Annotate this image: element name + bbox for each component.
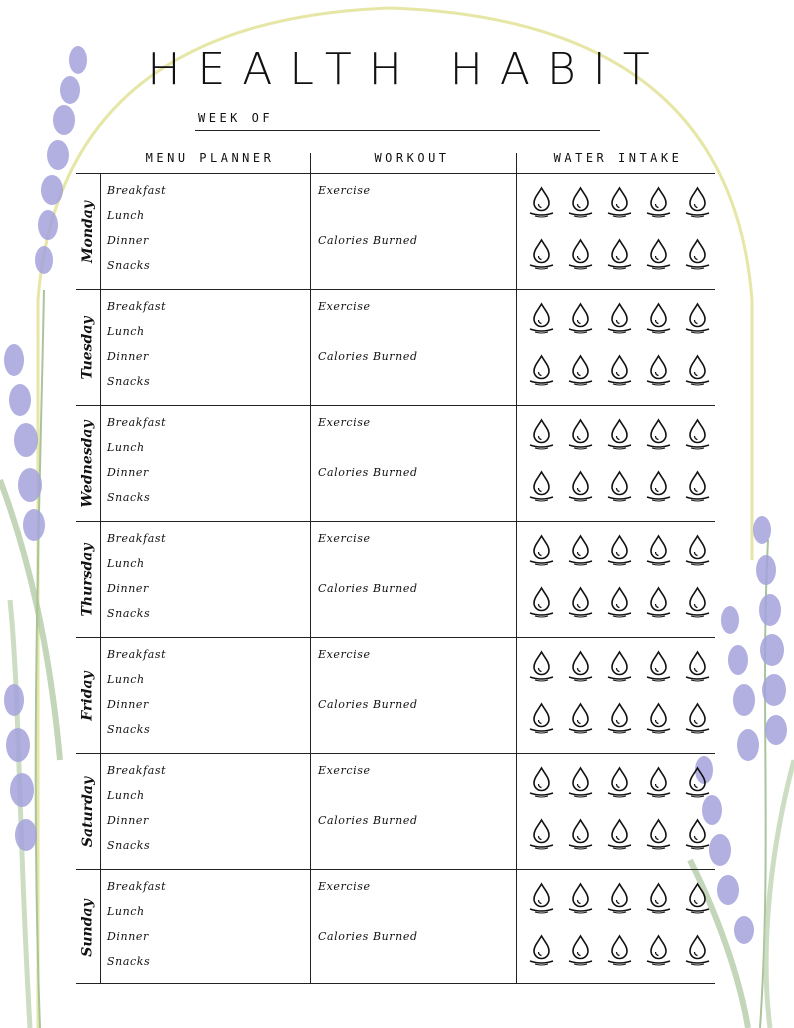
meal-label[interactable]: Dinner bbox=[107, 582, 149, 595]
meal-label[interactable]: Lunch bbox=[107, 905, 145, 918]
water-drop-icon[interactable] bbox=[604, 766, 635, 798]
exercise-label[interactable]: Exercise bbox=[318, 300, 371, 313]
water-drop-icon[interactable] bbox=[682, 586, 713, 618]
water-drop-icon[interactable] bbox=[526, 302, 557, 334]
water-drop-icon[interactable] bbox=[565, 650, 596, 682]
meal-label[interactable]: Breakfast bbox=[107, 880, 167, 893]
water-drop-icon[interactable] bbox=[643, 702, 674, 734]
water-drop-icon[interactable] bbox=[604, 650, 635, 682]
day-row bbox=[76, 870, 715, 986]
water-drop-icon[interactable] bbox=[526, 650, 557, 682]
day-row bbox=[76, 290, 715, 406]
page-title: HEALTH HABIT bbox=[147, 44, 667, 95]
day-name bbox=[76, 406, 100, 522]
water-drop-icon[interactable] bbox=[604, 302, 635, 334]
day-label: Tuesday bbox=[80, 316, 97, 380]
water-drop-icon[interactable] bbox=[643, 882, 674, 914]
meal-label[interactable]: Snacks bbox=[107, 839, 151, 852]
water-drop-row bbox=[526, 418, 716, 450]
water-drop-icon[interactable] bbox=[526, 354, 557, 386]
water-drop-icon[interactable] bbox=[682, 354, 713, 386]
day-name bbox=[76, 754, 100, 870]
meal-label[interactable]: Breakfast bbox=[107, 648, 167, 661]
meal-label[interactable]: Breakfast bbox=[107, 532, 167, 545]
water-drop-row bbox=[526, 302, 716, 334]
water-drop-icon[interactable] bbox=[526, 470, 557, 502]
calories-burned-label[interactable]: Calories Burned bbox=[318, 698, 418, 711]
water-drop-icon[interactable] bbox=[565, 470, 596, 502]
water-drop-row bbox=[526, 534, 716, 566]
leaf-left-2 bbox=[10, 600, 30, 1028]
meal-label[interactable]: Lunch bbox=[107, 325, 145, 338]
water-drop-icon[interactable] bbox=[565, 818, 596, 850]
meal-label[interactable]: Lunch bbox=[107, 789, 145, 802]
water-drop-icon[interactable] bbox=[604, 354, 635, 386]
meal-label[interactable]: Dinner bbox=[107, 814, 149, 827]
water-drop-icon[interactable] bbox=[682, 818, 713, 850]
menu-planner-header: MENU PLANNER bbox=[145, 151, 275, 165]
exercise-label[interactable]: Exercise bbox=[318, 532, 371, 545]
meal-label[interactable]: Lunch bbox=[107, 209, 145, 222]
water-drop-icon[interactable] bbox=[604, 186, 635, 218]
meal-label[interactable]: Snacks bbox=[107, 955, 151, 968]
week-of-label: WEEK OF bbox=[198, 111, 274, 125]
water-drop-icon[interactable] bbox=[643, 650, 674, 682]
day-label: Friday bbox=[80, 671, 97, 721]
day-label: Sunday bbox=[80, 899, 96, 957]
day-row bbox=[76, 406, 715, 522]
water-tracker bbox=[526, 534, 716, 638]
water-drop-icon[interactable] bbox=[682, 534, 713, 566]
calories-burned-label[interactable]: Calories Burned bbox=[318, 814, 418, 827]
exercise-label[interactable]: Exercise bbox=[318, 764, 371, 777]
water-drop-icon[interactable] bbox=[643, 186, 674, 218]
water-drop-icon[interactable] bbox=[565, 186, 596, 218]
water-drop-icon[interactable] bbox=[682, 470, 713, 502]
week-of-line[interactable] bbox=[195, 130, 600, 131]
meal-label[interactable]: Snacks bbox=[107, 607, 151, 620]
water-drop-icon[interactable] bbox=[682, 418, 713, 450]
meal-label[interactable]: Snacks bbox=[107, 259, 151, 272]
water-drop-icon[interactable] bbox=[565, 934, 596, 966]
meal-label[interactable]: Dinner bbox=[107, 350, 149, 363]
water-drop-icon[interactable] bbox=[682, 302, 713, 334]
water-drop-icon[interactable] bbox=[682, 186, 713, 218]
water-drop-icon[interactable] bbox=[604, 586, 635, 618]
day-name bbox=[76, 638, 100, 754]
water-drop-icon[interactable] bbox=[682, 934, 713, 966]
water-drop-row bbox=[526, 702, 716, 734]
meal-label[interactable]: Dinner bbox=[107, 234, 149, 247]
day-label: Saturday bbox=[80, 776, 97, 848]
meal-label[interactable]: Breakfast bbox=[107, 184, 167, 197]
water-drop-icon[interactable] bbox=[565, 418, 596, 450]
water-tracker bbox=[526, 766, 716, 870]
water-drop-icon[interactable] bbox=[643, 354, 674, 386]
day-row bbox=[76, 174, 715, 290]
meal-label[interactable]: Snacks bbox=[107, 375, 151, 388]
water-drop-icon[interactable] bbox=[565, 238, 596, 270]
water-drop-icon[interactable] bbox=[526, 934, 557, 966]
meal-label[interactable]: Dinner bbox=[107, 698, 149, 711]
meal-label[interactable]: Lunch bbox=[107, 441, 145, 454]
water-tracker bbox=[526, 882, 716, 986]
water-drop-icon[interactable] bbox=[682, 766, 713, 798]
water-drop-icon[interactable] bbox=[643, 766, 674, 798]
day-label: Wednesday bbox=[80, 420, 96, 508]
meal-label[interactable]: Lunch bbox=[107, 557, 145, 570]
water-drop-icon[interactable] bbox=[604, 238, 635, 270]
water-drop-row bbox=[526, 186, 716, 218]
exercise-label[interactable]: Exercise bbox=[318, 416, 371, 429]
water-drop-icon[interactable] bbox=[643, 238, 674, 270]
exercise-label[interactable]: Exercise bbox=[318, 648, 371, 661]
water-drop-icon[interactable] bbox=[643, 534, 674, 566]
calories-burned-label[interactable]: Calories Burned bbox=[318, 582, 418, 595]
water-drop-icon[interactable] bbox=[643, 818, 674, 850]
day-name bbox=[76, 522, 100, 638]
water-drop-icon[interactable] bbox=[565, 882, 596, 914]
water-drop-icon[interactable] bbox=[682, 650, 713, 682]
water-drop-icon[interactable] bbox=[526, 586, 557, 618]
meal-label[interactable]: Breakfast bbox=[107, 416, 167, 429]
meal-label[interactable]: Breakfast bbox=[107, 764, 167, 777]
meal-label[interactable]: Breakfast bbox=[107, 300, 167, 313]
calories-burned-label[interactable]: Calories Burned bbox=[318, 466, 418, 479]
water-drop-row bbox=[526, 470, 716, 502]
exercise-label[interactable]: Exercise bbox=[318, 184, 371, 197]
water-drop-icon[interactable] bbox=[604, 418, 635, 450]
water-drop-icon[interactable] bbox=[682, 882, 713, 914]
water-drop-icon[interactable] bbox=[526, 186, 557, 218]
meal-label[interactable]: Snacks bbox=[107, 723, 151, 736]
water-drop-icon[interactable] bbox=[643, 586, 674, 618]
water-drop-icon[interactable] bbox=[565, 302, 596, 334]
water-drop-row bbox=[526, 586, 716, 618]
leaf-right-2 bbox=[766, 760, 794, 1028]
water-drop-icon[interactable] bbox=[565, 702, 596, 734]
water-drop-icon[interactable] bbox=[604, 818, 635, 850]
water-drop-icon[interactable] bbox=[565, 766, 596, 798]
day-row bbox=[76, 638, 715, 754]
day-row bbox=[76, 754, 715, 870]
water-drop-icon[interactable] bbox=[526, 418, 557, 450]
water-drop-icon[interactable] bbox=[565, 534, 596, 566]
water-drop-icon[interactable] bbox=[682, 702, 713, 734]
day-name bbox=[76, 174, 100, 290]
meal-label[interactable]: Dinner bbox=[107, 930, 149, 943]
water-drop-icon[interactable] bbox=[604, 702, 635, 734]
calories-burned-label[interactable]: Calories Burned bbox=[318, 930, 418, 943]
water-drop-icon[interactable] bbox=[526, 766, 557, 798]
water-drop-row bbox=[526, 354, 716, 386]
water-drop-icon[interactable] bbox=[526, 534, 557, 566]
meal-label[interactable]: Lunch bbox=[107, 673, 145, 686]
workout-header: WORKOUT bbox=[374, 151, 450, 165]
water-drop-row bbox=[526, 818, 716, 850]
water-drop-icon[interactable] bbox=[643, 470, 674, 502]
calories-burned-label[interactable]: Calories Burned bbox=[318, 350, 418, 363]
water-tracker bbox=[526, 186, 716, 290]
water-tracker bbox=[526, 418, 716, 522]
water-drop-icon[interactable] bbox=[526, 882, 557, 914]
water-drop-row bbox=[526, 766, 716, 798]
day-label: Monday bbox=[80, 200, 97, 264]
water-drop-icon[interactable] bbox=[604, 534, 635, 566]
water-drop-row bbox=[526, 238, 716, 270]
day-name bbox=[76, 290, 100, 406]
water-drop-icon[interactable] bbox=[643, 934, 674, 966]
day-name bbox=[76, 870, 100, 986]
water-drop-icon[interactable] bbox=[565, 354, 596, 386]
water-drop-icon[interactable] bbox=[565, 586, 596, 618]
water-drop-icon[interactable] bbox=[604, 882, 635, 914]
day-row bbox=[76, 522, 715, 638]
water-drop-icon[interactable] bbox=[643, 418, 674, 450]
water-drop-row bbox=[526, 934, 716, 966]
water-drop-icon[interactable] bbox=[682, 238, 713, 270]
day-label: Thursday bbox=[80, 543, 96, 617]
water-drop-icon[interactable] bbox=[604, 934, 635, 966]
meal-label[interactable]: Dinner bbox=[107, 466, 149, 479]
water-drop-icon[interactable] bbox=[604, 470, 635, 502]
exercise-label[interactable]: Exercise bbox=[318, 880, 371, 893]
calories-burned-label[interactable]: Calories Burned bbox=[318, 234, 418, 247]
water-intake-header: WATER INTAKE bbox=[553, 151, 683, 165]
meal-label[interactable]: Snacks bbox=[107, 491, 151, 504]
water-tracker bbox=[526, 302, 716, 406]
water-tracker bbox=[526, 650, 716, 754]
water-drop-row bbox=[526, 882, 716, 914]
water-drop-icon[interactable] bbox=[526, 702, 557, 734]
water-drop-icon[interactable] bbox=[526, 818, 557, 850]
water-drop-row bbox=[526, 650, 716, 682]
water-drop-icon[interactable] bbox=[643, 302, 674, 334]
water-drop-icon[interactable] bbox=[526, 238, 557, 270]
